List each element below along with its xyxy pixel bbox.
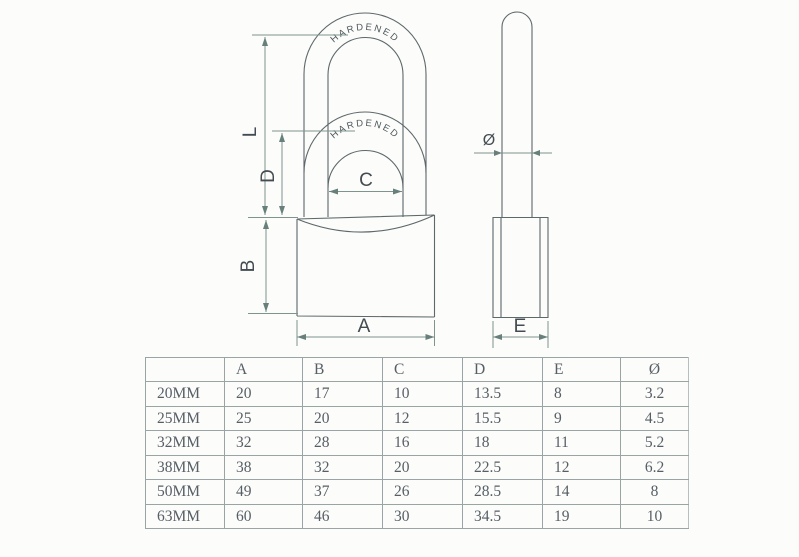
dim-label-a: A — [357, 316, 371, 337]
cell: 10 — [621, 504, 689, 529]
header-d: D — [463, 358, 543, 382]
table-row — [146, 431, 689, 456]
cell: 32 — [225, 431, 303, 456]
diameter-symbol: Ø — [482, 132, 496, 149]
cell: 4.5 — [621, 406, 689, 431]
cell: 28.5 — [463, 480, 543, 505]
cell: 10 — [383, 382, 463, 407]
cell: 5.2 — [621, 431, 689, 456]
cell: 28 — [303, 431, 383, 456]
side-view — [493, 12, 548, 318]
cell: 34.5 — [463, 504, 543, 529]
cell: 9 — [543, 406, 621, 431]
body-outline — [297, 215, 435, 317]
header-c: C — [383, 358, 463, 382]
dim-label-c: C — [359, 170, 373, 191]
row-label: 63MM — [146, 504, 225, 529]
cell: 17 — [303, 382, 383, 407]
table-row — [146, 504, 689, 529]
short-shackle-outer — [304, 112, 426, 173]
cell: 22.5 — [463, 455, 543, 480]
cell: 8 — [621, 480, 689, 505]
row-label: 25MM — [146, 406, 225, 431]
cell: 14 — [543, 480, 621, 505]
header-blank — [146, 358, 225, 382]
shackle-rod — [502, 12, 532, 217]
row-label: 38MM — [146, 455, 225, 480]
cell: 25 — [225, 406, 303, 431]
cell: 13.5 — [463, 382, 543, 407]
header-diameter: Ø — [621, 358, 689, 382]
cell: 8 — [543, 382, 621, 407]
cell: 15.5 — [463, 406, 543, 431]
cell: 11 — [543, 431, 621, 456]
cell: 20 — [383, 455, 463, 480]
table-row — [146, 455, 689, 480]
header-a: A — [225, 358, 303, 382]
hardened-text-long: HARDENED — [328, 21, 402, 46]
cell: 6.2 — [621, 455, 689, 480]
cell: 60 — [225, 504, 303, 529]
row-label: 32MM — [146, 431, 225, 456]
cell: 20 — [225, 382, 303, 407]
cell: 38 — [225, 455, 303, 480]
row-label: 50MM — [146, 480, 225, 505]
cell: 46 — [303, 504, 383, 529]
header-b: B — [303, 358, 383, 382]
cell: 26 — [383, 480, 463, 505]
dim-label-b: B — [238, 259, 259, 273]
table-row — [146, 480, 689, 505]
cell: 12 — [383, 406, 463, 431]
cell: 30 — [383, 504, 463, 529]
front-view — [297, 13, 435, 317]
dim-label-d: D — [258, 169, 279, 183]
cell: 3.2 — [621, 382, 689, 407]
cell: 49 — [225, 480, 303, 505]
dim-label-e: E — [513, 316, 527, 337]
cell: 18 — [463, 431, 543, 456]
table-row — [146, 406, 689, 431]
diameter-arrow-right — [532, 150, 540, 156]
cell: 20 — [303, 406, 383, 431]
row-label: 20MM — [146, 382, 225, 407]
table-row — [146, 382, 689, 407]
size-table — [145, 357, 689, 529]
cell: 32 — [303, 455, 383, 480]
cell: 37 — [303, 480, 383, 505]
hardened-text-short: HARDENED — [328, 117, 402, 142]
dimensions — [238, 35, 552, 348]
table-header-row — [146, 358, 689, 382]
cell: 19 — [543, 504, 621, 529]
side-body-plate-lines — [501, 218, 540, 318]
dim-label-l: L — [240, 126, 261, 138]
cell: 16 — [383, 431, 463, 456]
diameter-arrow-left — [494, 150, 502, 156]
header-e: E — [543, 358, 621, 382]
cell: 12 — [543, 455, 621, 480]
